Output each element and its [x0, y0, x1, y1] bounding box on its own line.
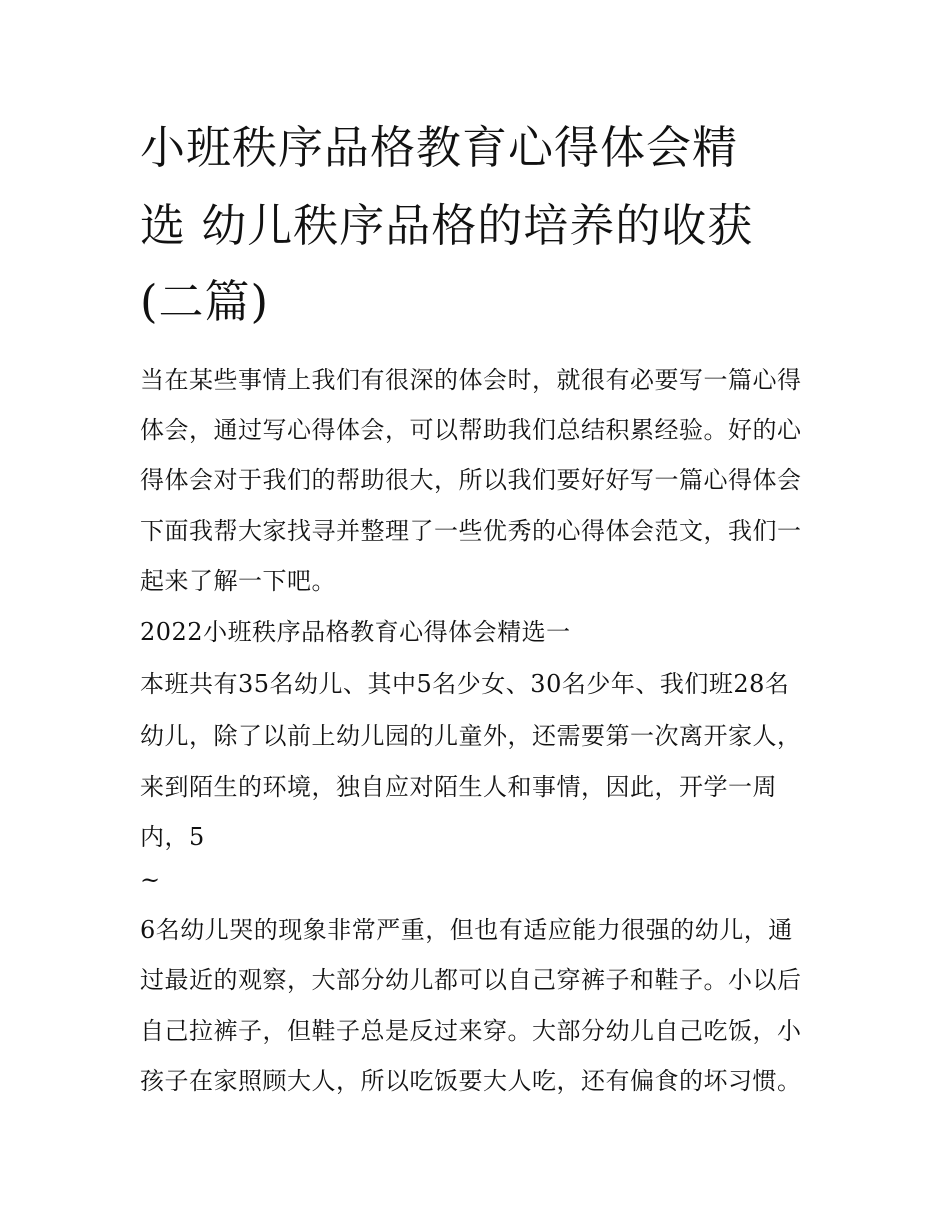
body-line: 来到陌生的环境，独自应对陌生人和事情，因此，开学一周	[140, 773, 777, 801]
body-line: 幼儿，除了以前上幼儿园的儿童外，还需要第一次离开家人，	[140, 722, 802, 750]
intro-line: 下面我帮大家找寻并整理了一些优秀的心得体会范文，我们一	[140, 517, 802, 545]
document-title-line: 选 幼儿秩序品格的培养的收获	[140, 199, 754, 252]
intro-line: 当在某些事情上我们有很深的体会时，就很有必要写一篇心得	[140, 366, 802, 394]
document-title-line: 小班秩序品格教育心得体会精	[140, 121, 739, 174]
body-line: 自己拉裤子，但鞋子总是反过来穿。大部分幼儿自己吃饭，小	[140, 1017, 802, 1045]
body-line: 过最近的观察，大部分幼儿都可以自己穿裤子和鞋子。小以后	[140, 966, 802, 994]
intro-line: 得体会对于我们的帮助很大，所以我们要好好写一篇心得体会	[140, 466, 802, 494]
section-heading: 2022小班秩序品格教育心得体会精选一	[140, 618, 571, 646]
body-line: 本班共有35名幼儿、其中5名少女、30名少年、我们班28名	[140, 670, 790, 698]
body-line: 孩子在家照顾大人，所以吃饭要大人吃，还有偏食的坏习惯。	[140, 1067, 802, 1095]
body-line: 内，5	[140, 823, 205, 851]
body-line: ~	[140, 866, 161, 894]
body-line: 6名幼儿哭的现象非常严重，但也有适应能力很强的幼儿，通	[140, 916, 793, 944]
intro-line: 体会，通过写心得体会，可以帮助我们总结积累经验。好的心	[140, 416, 802, 444]
document-title-line: (二篇)	[140, 275, 270, 328]
intro-line: 起来了解一下吧。	[140, 567, 336, 595]
